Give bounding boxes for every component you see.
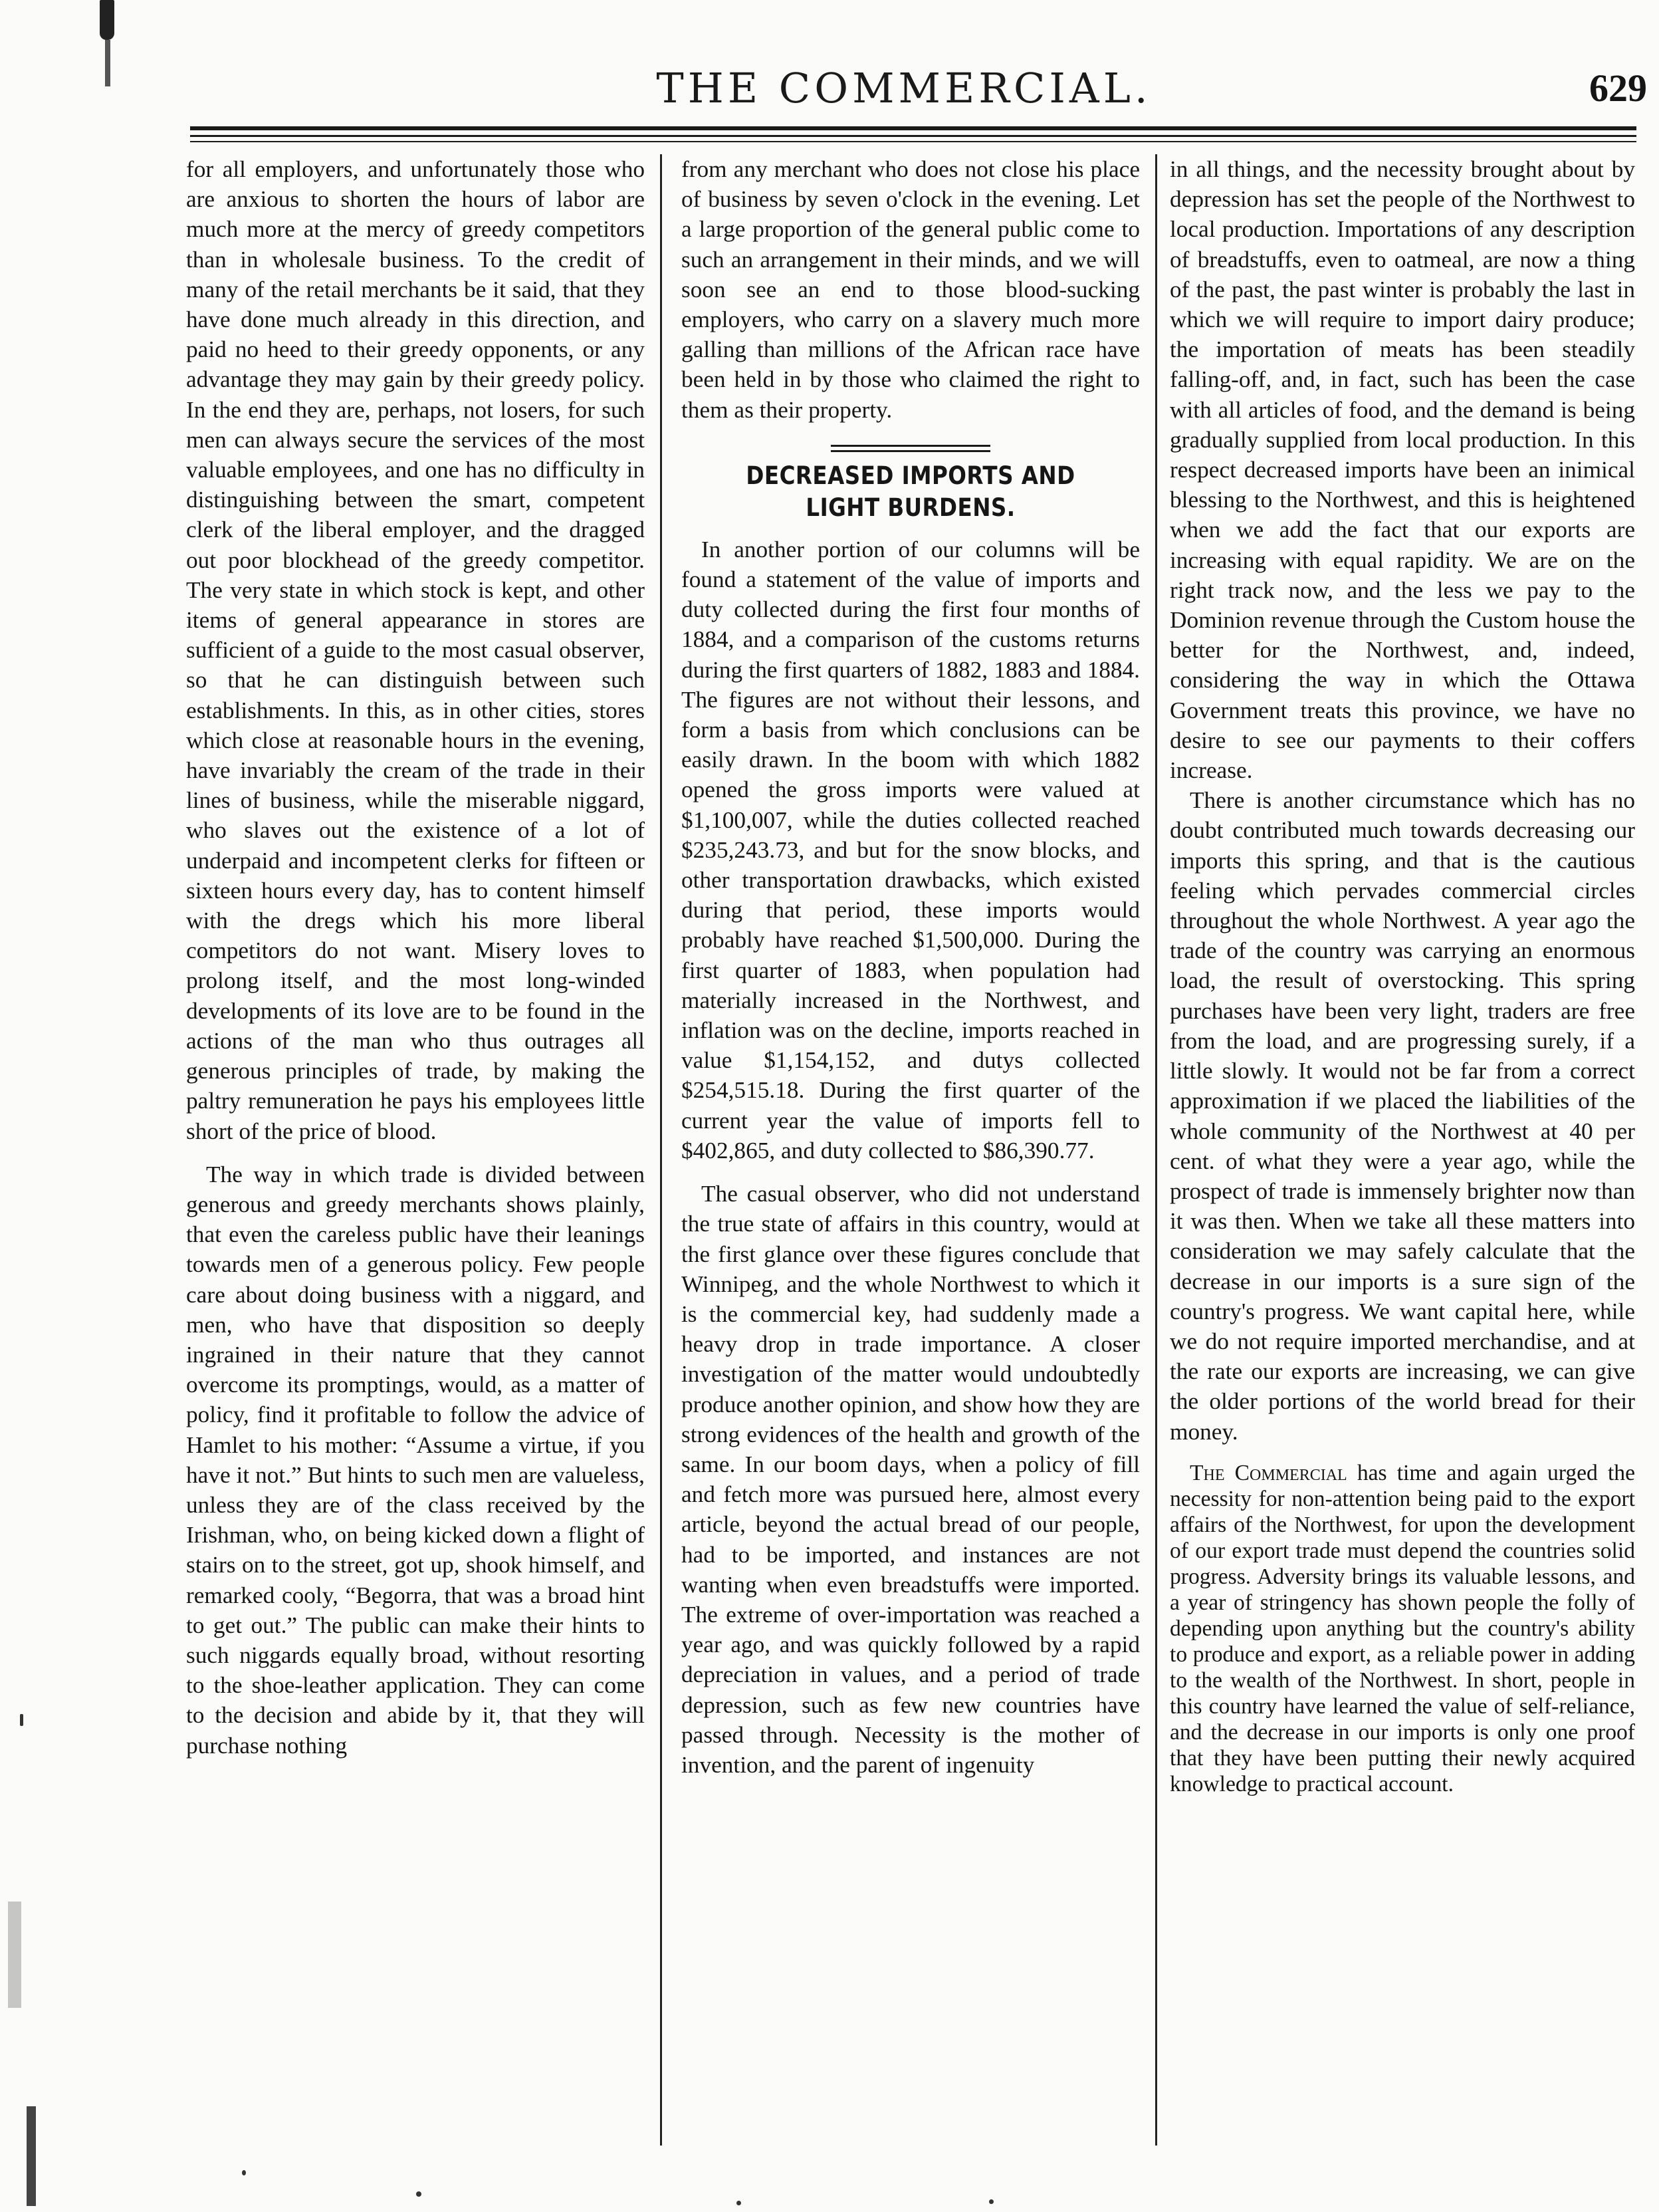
- header-rule: [190, 126, 1636, 130]
- print-edge-mark: [8, 1902, 21, 2008]
- print-speck: [20, 1714, 23, 1726]
- print-edge-mark: [27, 2106, 36, 2206]
- article-column-1: [186, 154, 645, 1761]
- paragraph: In another portion of our columns will be found a statement of the value of imports and duty collected during the first four months of 1884, and a comparison of the customs returns during the first quarters of 1882, 1883 and 1884. The figures are not without their lessons, and form a basis from which conclusions can be easily drawn. In the boom with which 1882 opened the gross imports were valued at $1,100,007, while the duties collected reached $235,243.73, and but for the snow blocks, and other transportation drawbacks, which existed during that period, these imports would probably have reached $1,500,000. During the first quarter of 1883, when population had materially increased in the Northwest, and inflation was on the decline, imports reached in value $1,154,152, and dutys collected $254,515.18. During the first quarter of the current year the value of imports fell to $402,865, and duty collected to $86,390.77.: [681, 536, 1140, 1164]
- print-speck: [242, 2170, 246, 2175]
- print-edge-mark: [100, 0, 114, 40]
- paragraph: in all things, and the necessity brought about by depression has set the people of the Northwest to local production. Importations of any description of breadstuffs, even to oatmeal, are now a thing of the past, the past winter is probably the last in which we will require to import dairy produce; the importation of meats has been steadily falling-off, and, in fact, such has been the case with all articles of food, and the demand is being gradually supplied from local production. In this respect decreased imports have been an inimical blessing to the Northwest, and this is heightened when we add the fact that our exports are increasing with equal rapidity. We are on the right track now, and the less we pay to the Dominion revenue through the Custom house the better for the Northwest, and, indeed, considering the way in which the Ottawa Government treats this province, we have no desire to see our payments to their coffers increase.: [1170, 156, 1635, 784]
- article-column-2: [681, 154, 1140, 1780]
- article-headline: DECREASED IMPORTS AND LIGHT BURDENS.: [746, 461, 1075, 522]
- page-number: 629: [1589, 66, 1647, 110]
- print-speck: [416, 2191, 421, 2197]
- headline-rule: [831, 445, 990, 452]
- paragraph: The way in which trade is divided between generous and greedy merchants shows plainly, that even the careless public have their leanings towards men of a generous policy. Few people care about doing business with a niggard, and men, who have that disposition so deeply ingrained in their nature that they cannot overcome its promptings, would, as a matter of policy, find it profitable to follow the advice of Hamlet to his mother: “Assume a virtue, if you have it not.” But hints to such men are valueless, unless they are of the class received by the Irishman, who, on being kicked down a flight of stairs on to the street, got up, shook himself, and remarked cooly, “Begorra, that was a broad hint to get out.” The public can make their hints to such niggards equally broad, without resorting to the shoe-leather application. They can come to the decision and abide by it, that they will purchase nothing: [186, 1161, 645, 1759]
- header-rule: [190, 135, 1636, 137]
- header-rule: [190, 141, 1636, 142]
- paragraph: The casual observer, who did not understand the true state of affairs in this country, would at the first glance over these figures conclude that Winnipeg, and the whole Northwest to which it is the commercial key, had suddenly made a heavy drop in trade importance. A closer investigation of the matter would undoubtedly produce another opinion, and show how they are strong evidences of the health and growth of the same. In our boom days, when a policy of fill and fetch more was pursued here, almost every article, beyond the actual bread of our people, had to be imported, and instances are not wanting when even breadstuffs were imported. The extreme of over-importation was reached a year ago, and was quickly followed by a rapid depreciation in values, and a period of trade depression, such as few new countries have passed through. Necessity is the mother of invention, and the parent of ingenuity: [681, 1181, 1140, 1778]
- paragraph: from any merchant who does not close his place of business by seven o'clock in the evening. Let a large proportion of the general public come to such an arrangement in their minds, and we will soon see an end to those blood-sucking employers, who carry on a slavery much more galling than millions of the African race have been held in by those who claimed the right to them as their property.: [681, 156, 1140, 423]
- masthead-title: THE COMMERCIAL.: [656, 64, 1152, 112]
- print-edge-mark: [105, 40, 110, 86]
- paragraph-text: has time and again urged the necessity for non-attention being paid to the export affairs of the Northwest, for upon the development of our export trade must depend the countries solid progress. Adversity brings its valuable lessons, and a year of stringency has shown people the folly of depending upon anything but the country's ability to produce and export, as a reliable power in adding to the wealth of the Northwest. In short, people in this country have learned the value of self-reliance, and the decrease in our imports is only one proof that they have been putting their newly acquired knowledge to practical account.: [1170, 1460, 1635, 1796]
- paragraph: There is another circumstance which has no doubt contributed much towards decreasing our imports this spring, and that is the cautious feeling which pervades commercial circles throughout the whole Northwest. A year ago the trade of the country was carrying an enormous load, the result of overstocking. This spring purchases have been very light, traders are free from the load, and are progressing surely, if a little slowly. It would not be far from a correct approximation if we placed the liabilities of the whole community of the Northwest at 40 per cent. of what they were a year ago, while the prospect of trade is immensely brighter now than it was then. When we take all these matters into consideration we may safely calculate that the decrease in our imports is a sure sign of the country's progress. We want capital here, while we do not require imported merchandise, and at the rate our exports are increasing, we can give the older portions of the world bread for their money.: [1170, 787, 1635, 1445]
- paragraph: [1170, 1460, 1635, 1797]
- column-divider: [1155, 154, 1157, 2146]
- column-divider: [660, 154, 662, 2146]
- publication-name: The Commercial: [1190, 1460, 1347, 1485]
- article-column-3: [1170, 154, 1635, 1797]
- print-speck: [736, 2201, 741, 2205]
- paragraph: for all employers, and unfortunately those who are anxious to shorten the hours of labor are much more at the mercy of greedy competitors than in wholesale business. To the credit of many of the retail merchants be it said, that they have done much already in this direction, and paid no heed to their greedy opponents, or any advantage they may gain by their greedy policy. In the end they are, perhaps, not losers, for such men can always secure the services of the most valuable employees, and one has no difficulty in distinguishing between the smart, competent clerk of the liberal employer, and the dragged out poor blockhead of the greedy competitor. The very state in which stock is kept, and other items of general appearance in stores are sufficient of a guide to the most casual observer, so that he can distinguish between such establishments. In this, as in other cities, stores which close at reasonable hours in the evening, have invariably the cream of the trade in their lines of business, while the miserable niggard, who slaves out the existence of a lot of underpaid and incompetent clerks for fifteen or sixteen hours every day, has to content himself with the dregs which his more liberal competitors do not want. Misery loves to prolong itself, and the most long-winded developments of its love are to be found in the actions of the man who thus outrages all generous principles of trade, by making the paltry remuneration he pays his employees little short of the price of blood.: [186, 156, 645, 1144]
- print-speck: [989, 2199, 994, 2204]
